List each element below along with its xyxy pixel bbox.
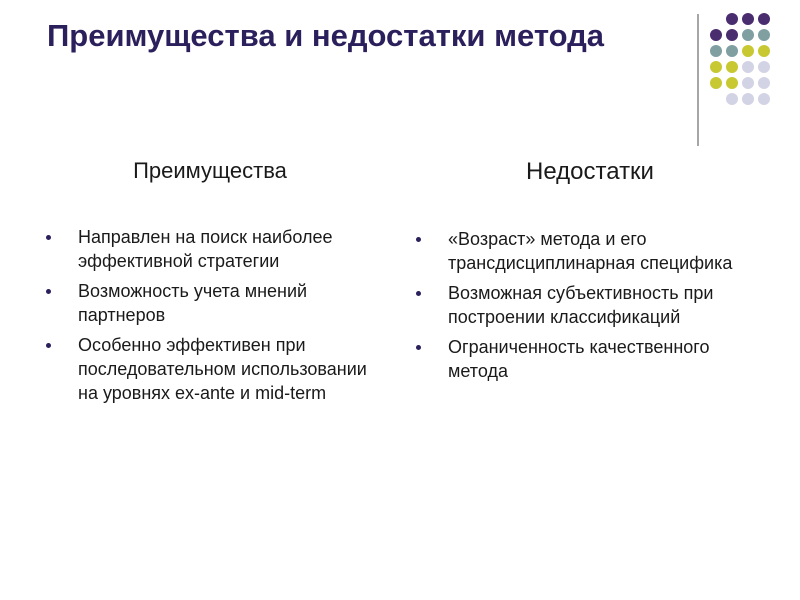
list-item [40, 279, 380, 327]
advantages-list [40, 225, 380, 411]
list-item [410, 281, 750, 329]
list-item-text: Особенно эффективен при последовательном использовании на уровнях ex-ante и mid-term [78, 335, 367, 403]
decorative-dot [742, 29, 754, 41]
decorative-dot [758, 13, 770, 25]
bullet-icon [416, 345, 421, 350]
decorative-dot [726, 93, 738, 105]
decorative-dot [726, 45, 738, 57]
list-item [40, 225, 380, 273]
title-divider [697, 14, 699, 146]
decorative-dot [710, 45, 722, 57]
decorative-dot [726, 61, 738, 73]
list-item-text: Возможность учета мнений партнеров [78, 281, 308, 325]
decorative-dot [758, 61, 770, 73]
list-item [410, 335, 750, 383]
list-item [40, 333, 380, 405]
decorative-dot [742, 77, 754, 89]
decorative-dot [710, 77, 722, 89]
decorative-dot [758, 45, 770, 57]
decorative-dot [742, 61, 754, 73]
decorative-dot [710, 61, 722, 73]
bullet-icon [46, 235, 51, 240]
decorative-dot [742, 13, 754, 25]
decorative-dot [758, 77, 770, 89]
slide-title: Преимущества и недостатки метода [47, 18, 605, 53]
list-item-text: «Возраст» метода и его трансдисциплинарная специфика [448, 229, 733, 273]
advantages-heading: Преимущества [133, 158, 287, 183]
decorative-dot [742, 93, 754, 105]
bullet-icon [416, 237, 421, 242]
decorative-dot [726, 77, 738, 89]
bullet-icon [46, 289, 51, 294]
decorative-dot [758, 93, 770, 105]
decorative-dot [710, 29, 722, 41]
decorative-dot [742, 45, 754, 57]
bullet-icon [416, 291, 421, 296]
list-item-text: Направлен на поиск наиболее эффективной стратегии [78, 227, 333, 271]
list-item [410, 227, 750, 275]
disadvantages-heading: Недостатки [526, 158, 654, 185]
list-item-text: Возможная субъективность при построении классификаций [448, 283, 714, 327]
decorative-dot [726, 13, 738, 25]
bullet-icon [46, 343, 51, 348]
disadvantages-list [410, 227, 750, 389]
list-item-text: Ограниченность качественного метода [448, 337, 710, 381]
decorative-dot [758, 29, 770, 41]
decorative-dot [726, 29, 738, 41]
